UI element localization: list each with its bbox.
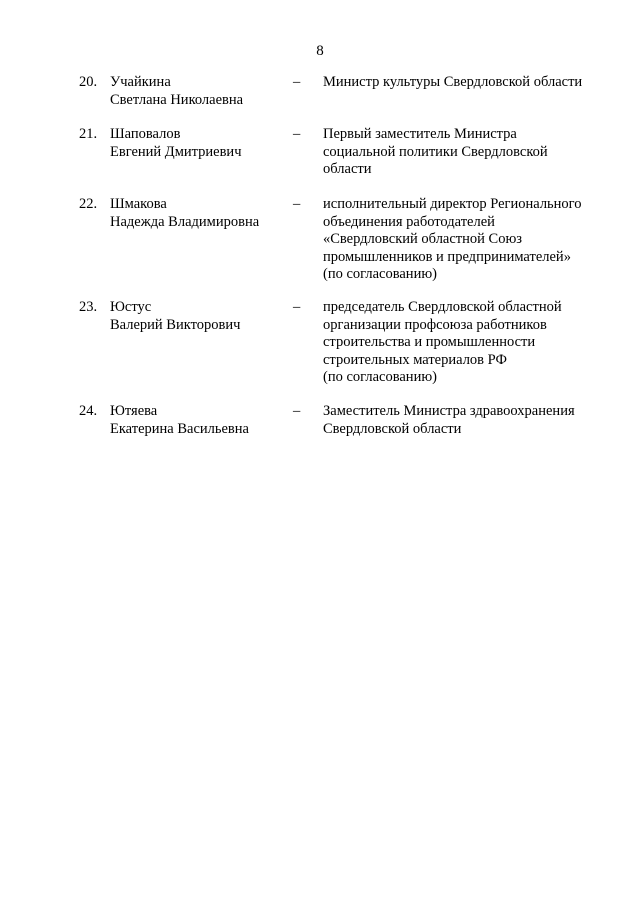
member-name: [110, 299, 285, 334]
member-given-names: Надежда Владимировна: [110, 213, 260, 230]
dash-separator: –: [293, 196, 301, 212]
position-line: организации профсоюза работников: [323, 316, 547, 333]
dash-separator: –: [293, 299, 301, 315]
member-position: [323, 299, 603, 387]
position-line: социальной политики Свердловской: [323, 143, 548, 160]
position-line: строительных материалов РФ: [323, 351, 507, 368]
position-line: промышленников и предпринимателей»: [323, 248, 571, 265]
position-line: председатель Свердловской областной: [323, 299, 562, 315]
member-given-names: Валерий Викторович: [110, 316, 241, 333]
member-name: [110, 196, 285, 231]
member-position: [323, 403, 603, 438]
member-number: 20.: [79, 74, 98, 90]
position-line: «Свердловский областной Союз: [323, 231, 523, 247]
position-line: (по согласованию): [323, 369, 437, 385]
page-number: 8: [316, 43, 324, 59]
position-line: Министр культуры Свердловской области: [323, 74, 583, 90]
position-line: области: [323, 161, 372, 177]
member-name: [110, 403, 285, 438]
member-given-names: Светлана Николаевна: [110, 91, 244, 108]
position-line: исполнительный директор Регионального: [323, 196, 582, 212]
member-surname: Шаповалов: [110, 126, 181, 142]
position-line: строительства и промышленности: [323, 334, 536, 350]
member-position: [323, 126, 603, 179]
member-number: 21.: [79, 126, 98, 142]
member-surname: Шмакова: [110, 196, 167, 212]
position-line: Первый заместитель Министра: [323, 126, 517, 142]
member-name: [110, 126, 285, 161]
member-position: [323, 196, 603, 284]
member-name: [110, 74, 285, 109]
member-given-names: Екатерина Васильевна: [110, 420, 249, 437]
member-number: 23.: [79, 299, 98, 315]
member-surname: Юстус: [110, 299, 152, 315]
position-line: объединения работодателей: [323, 213, 495, 230]
member-number: 22.: [79, 196, 98, 212]
member-surname: Ютяева: [110, 403, 158, 419]
dash-separator: –: [293, 403, 301, 419]
member-given-names: Евгений Дмитриевич: [110, 143, 242, 160]
member-number: 24.: [79, 403, 98, 419]
dash-separator: –: [293, 74, 301, 90]
member-position: [323, 74, 603, 92]
position-line: Свердловской области: [323, 420, 462, 437]
position-line: Заместитель Министра здравоохранения: [323, 403, 575, 419]
dash-separator: –: [293, 126, 301, 142]
member-surname: Учайкина: [110, 74, 171, 90]
position-line: (по согласованию): [323, 266, 437, 282]
